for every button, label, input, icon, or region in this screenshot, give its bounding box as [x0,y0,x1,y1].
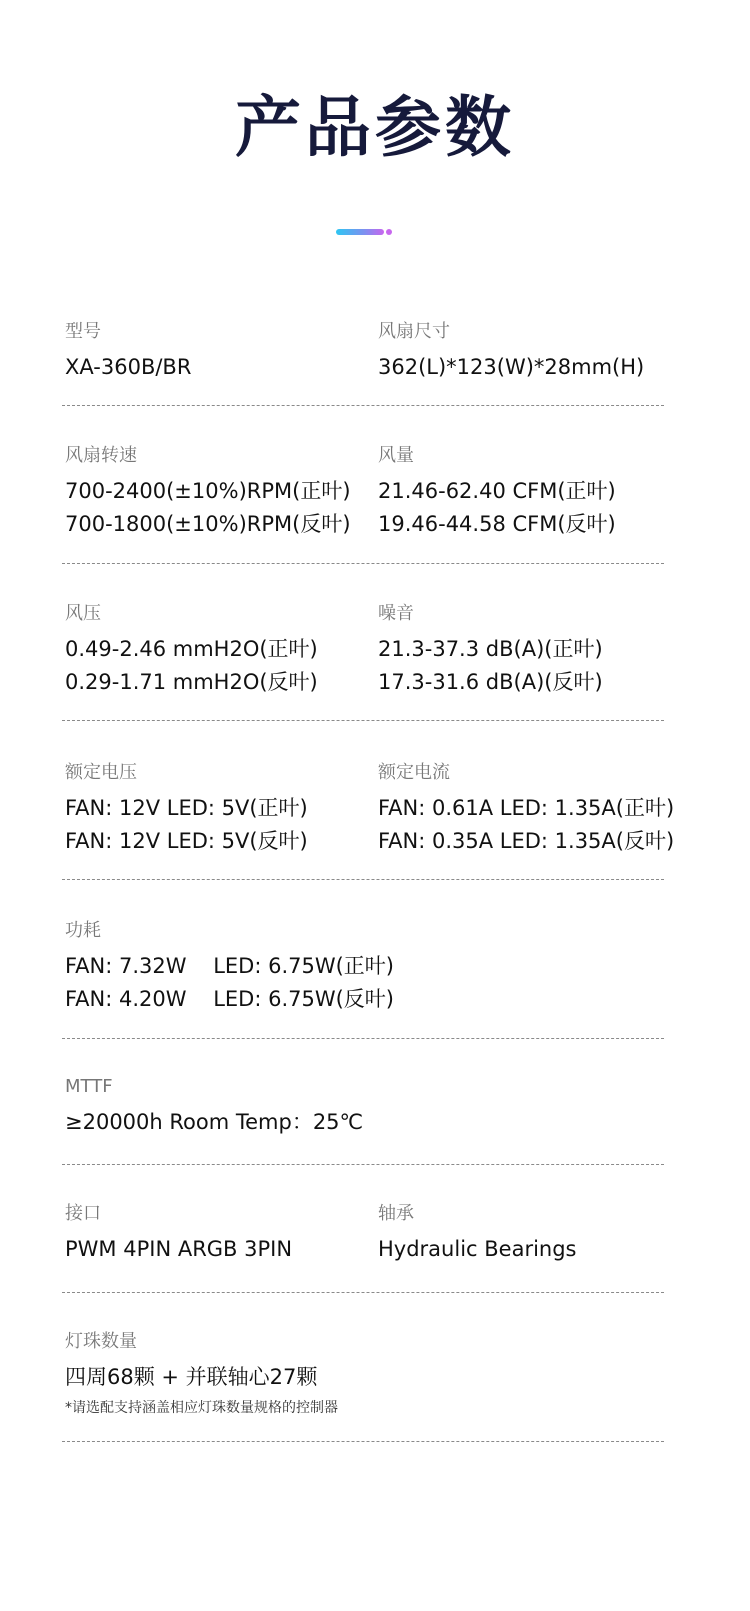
spec-value-line: FAN: 0.61A LED: 1.35A(正叶) [378,796,675,820]
spec-value-line: 四周68颗 + 并联轴心27颗 [65,1365,318,1389]
spec-rated-voltage [65,761,308,858]
spec-value-line: Hydraulic Bearings [378,1237,577,1261]
section-divider [62,720,664,721]
section-divider [62,1292,664,1293]
spec-value [65,1233,292,1266]
spec-value [65,792,308,858]
spec-value-line: ≥20000h Room Temp：25℃ [65,1110,364,1134]
spec-value-line: 0.29-1.71 mmH2O(反叶) [65,670,318,694]
page-title: 产品参数 [235,89,515,166]
spec-value-line: FAN: 4.20W LED: 6.75W(反叶) [65,987,394,1011]
spec-value-line: 700-1800(±10%)RPM(反叶) [65,512,351,536]
section-divider [62,1164,664,1165]
spec-value-line: XA-360B/BR [65,355,192,379]
accent-gradient-bar [336,229,384,235]
spec-value [65,1106,363,1139]
spec-value [378,633,603,699]
section-divider [62,563,664,564]
spec-label: 灯珠数量 [65,1331,137,1352]
section-divider [62,1038,664,1039]
spec-air-pressure [65,602,318,699]
spec-label: 功耗 [65,920,101,941]
spec-value [65,475,351,541]
spec-noise [378,602,603,699]
spec-value-line: FAN: 0.35A LED: 1.35A(反叶) [378,829,675,853]
spec-value [378,792,674,858]
spec-value [65,633,318,699]
spec-value-line: 17.3-31.6 dB(A)(反叶) [378,670,603,694]
spec-value-line: 19.46-44.58 CFM(反叶) [378,512,616,536]
spec-airflow [378,444,616,541]
spec-label: 轴承 [378,1203,414,1224]
spec-value-line: 362(L)*123(W)*28mm(H) [378,355,645,379]
spec-label: 型号 [65,321,101,342]
spec-label: 噪音 [378,603,414,624]
spec-value-line: FAN: 7.32W LED: 6.75W(正叶) [65,954,394,978]
spec-value-line: 700-2400(±10%)RPM(正叶) [65,479,351,503]
spec-model [65,320,191,384]
spec-fan-size [378,320,644,384]
spec-value [378,475,616,541]
spec-value-line: 21.46-62.40 CFM(正叶) [378,479,616,503]
spec-label: 额定电压 [65,762,137,783]
spec-value [65,950,394,1016]
spec-value-line: FAN: 12V LED: 5V(反叶) [65,829,308,853]
spec-label: 额定电流 [378,762,450,783]
spec-value-line: 21.3-37.3 dB(A)(正叶) [378,637,603,661]
spec-label: 接口 [65,1203,101,1224]
spec-value [378,1233,577,1266]
spec-value-line: PWM 4PIN ARGB 3PIN [65,1237,293,1261]
spec-bearing [378,1202,577,1266]
section-divider [62,405,664,406]
spec-led-count [65,1330,338,1418]
section-divider [62,1441,664,1442]
spec-footnote: *请选配支持涵盖相应灯珠数量规格的控制器 [65,1400,338,1416]
spec-value [65,1361,338,1394]
spec-label: 风扇尺寸 [378,321,450,342]
spec-mttf [65,1075,363,1139]
accent-dot [386,229,392,235]
spec-value [378,351,644,384]
spec-value [65,351,191,384]
spec-value-line: 0.49-2.46 mmH2O(正叶) [65,637,318,661]
spec-value-line: FAN: 12V LED: 5V(正叶) [65,796,308,820]
spec-fan-speed [65,444,351,541]
spec-rated-current [378,761,674,858]
spec-power-consumption [65,919,394,1016]
spec-label: MTTF [65,1076,113,1097]
spec-label: 风压 [65,603,101,624]
spec-label: 风扇转速 [65,445,137,466]
spec-label: 风量 [378,445,414,466]
spec-interface [65,1202,292,1266]
section-divider [62,879,664,880]
